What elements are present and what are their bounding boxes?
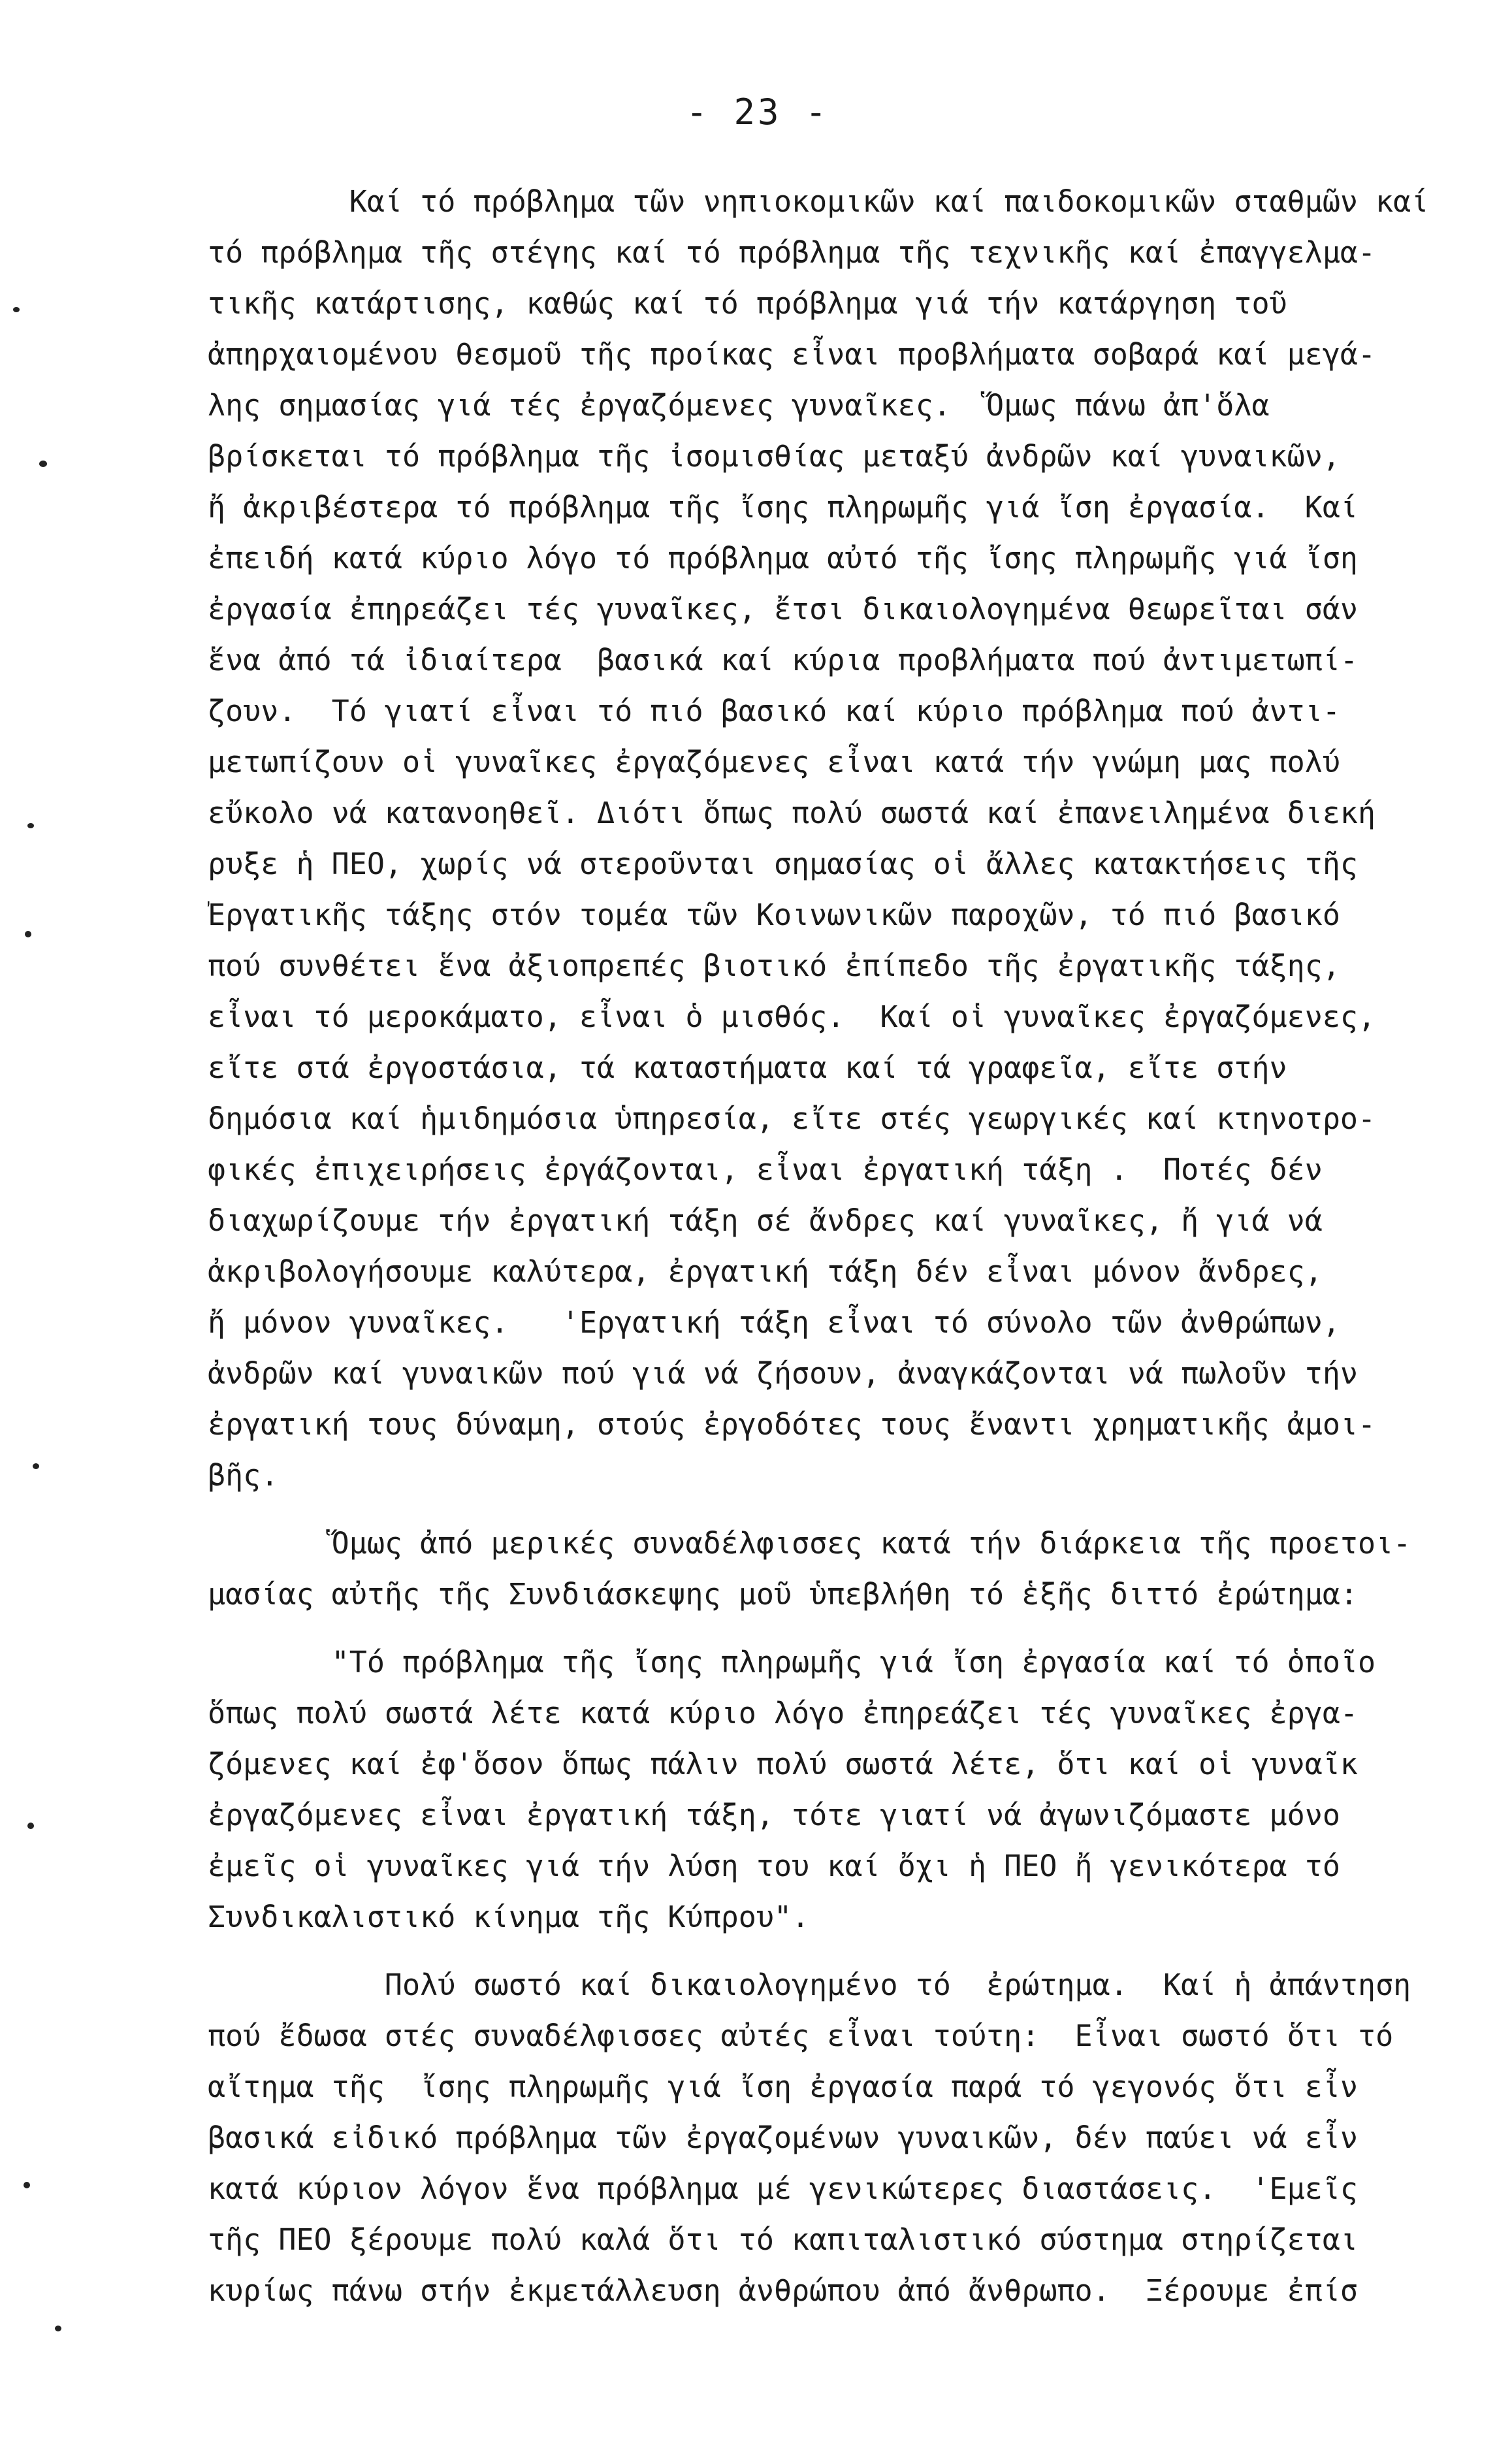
paragraph-3	[208, 1637, 1501, 1943]
text-line: ἐπειδή κατά κύριο λόγο τό πρόβλημα αὐτό τῆς ἴσης πληρωμῆς γιά ἴση	[208, 541, 1358, 576]
margin-speck	[27, 823, 34, 828]
text-line: ρυξε ἡ ΠΕΟ, χωρίς νά στεροῦνται σημασίας οἱ ἄλλες κατακτήσεις τῆς	[208, 847, 1358, 881]
text-line: ἤ ἀκριβέστερα τό πρόβλημα τῆς ἴσης πληρωμῆς γιά ἴση ἐργασία. Καί	[208, 490, 1358, 525]
text-line: βῆς.	[208, 1458, 279, 1493]
text-line: τῆς ΠΕΟ ξέρουμε πολύ καλά ὅτι τό καπιταλιστικό σύστημα στηρίζεται	[208, 2222, 1358, 2257]
margin-speck	[13, 307, 20, 312]
paragraph-2	[208, 1518, 1501, 1620]
text-line: ἐμεῖς οἱ γυναῖκες γιά τήν λύση του καί ὄχι ἡ ΠΕΟ ἤ γενικότερα τό	[208, 1849, 1340, 1883]
text-line: ἐργασία ἐπηρεάζει τές γυναῖκες, ἔτσι δικαιολογημένα θεωρεῖται σάν	[208, 592, 1358, 626]
text-line: ἕνα ἀπό τά ἰδιαίτερα βασικά καί κύρια προβλήματα πού ἀντιμετωπί-	[208, 643, 1358, 677]
text-line: αἴτημα τῆς ἴσης πληρωμῆς γιά ἴση ἐργασία παρά τό γεγονός ὅτι εἶν	[208, 2069, 1358, 2104]
text-line: Ὅμως ἀπό μερικές συναδέλφισσες κατά τήν διάρκεια τῆς προετοι-	[208, 1526, 1411, 1561]
text-line: πού συνθέτει ἕνα ἀξιοπρεπές βιοτικό ἐπίπεδο τῆς ἐργατικῆς τάξης,	[208, 949, 1340, 983]
margin-speck	[25, 931, 31, 937]
text-line: Πολύ σωστό καί δικαιολογημένο τό ἐρώτημα. Καί ἡ ἀπάντηση	[208, 1968, 1411, 2002]
text-line: βρίσκεται τό πρόβλημα τῆς ἰσομισθίας μεταξύ ἀνδρῶν καί γυναικῶν,	[208, 439, 1340, 474]
text-line: ὅπως πολύ σωστά λέτε κατά κύριο λόγο ἐπηρεάζει τές γυναῖκες ἐργα-	[208, 1696, 1358, 1730]
text-line: εἴτε στά ἐργοστάσια, τά καταστήματα καί τά γραφεῖα, εἴτε στήν	[208, 1050, 1287, 1085]
paragraph-4	[208, 1960, 1501, 2316]
text-line: μετωπίζουν οἱ γυναῖκες ἐργαζόμενες εἶναι κατά τήν γνώμη μας πολύ	[208, 745, 1340, 779]
body-text	[208, 176, 1501, 2316]
margin-speck	[39, 461, 47, 467]
text-line: βασικά εἰδικό πρόβλημα τῶν ἐργαζομένων γυναικῶν, δέν παύει νά εἶν	[208, 2120, 1358, 2155]
text-line: Καί τό πρόβλημα τῶν νηπιοκομικῶν καί παιδοκομικῶν σταθμῶν καί	[208, 184, 1429, 219]
text-line: ἐργατική τους δύναμη, στούς ἐργοδότες τους ἔναντι χρηματικῆς ἀμοι-	[208, 1407, 1376, 1442]
text-line: ἐργαζόμενες εἶναι ἐργατική τάξη, τότε γιατί νά ἀγωνιζόμαστε μόνο	[208, 1798, 1340, 1832]
text-line: ἀπηρχαιομένου θεσμοῦ τῆς προίκας εἶναι προβλήματα σοβαρά καί μεγά-	[208, 337, 1376, 372]
margin-speck	[24, 2182, 30, 2188]
text-line: πού ἔδωσα στές συναδέλφισσες αὐτές εἶναι τούτη: Εἶναι σωστό ὅτι τό	[208, 2019, 1394, 2053]
text-line: "Τό πρόβλημα τῆς ἴσης πληρωμῆς γιά ἴση ἐργασία καί τό ὁποῖο	[208, 1645, 1376, 1679]
margin-speck	[27, 1823, 34, 1829]
text-line: τό πρόβλημα τῆς στέγης καί τό πρόβλημα τῆς τεχνικῆς καί ἐπαγγελμα-	[208, 235, 1376, 270]
text-line: εἶναι τό μεροκάματο, εἶναι ὁ μισθός. Καί οἱ γυναῖκες ἐργαζόμενες,	[208, 999, 1376, 1034]
text-line: φικές ἐπιχειρήσεις ἐργάζονται, εἶναι ἐργατική τάξη . Ποτές δέν	[208, 1152, 1323, 1187]
page-number: - 23 -	[686, 91, 829, 133]
text-line: ἀκριβολογήσουμε καλύτερα, ἐργατική τάξη δέν εἶναι μόνον ἄνδρες,	[208, 1254, 1323, 1289]
text-line: ζόμενες καί ἐφ'ὅσον ὅπως πάλιν πολύ σωστά λέτε, ὅτι καί οἱ γυναῖκ	[208, 1747, 1358, 1781]
text-line: ἤ μόνον γυναῖκες. 'Εργατική τάξη εἶναι τό σύνολο τῶν ἀνθρώπων,	[208, 1305, 1340, 1340]
text-line: ἀνδρῶν καί γυναικῶν πού γιά νά ζήσουν, ἀναγκάζονται νά πωλοῦν τήν	[208, 1356, 1358, 1391]
text-line: Συνδικαλιστικό κίνημα τῆς Κύπρου".	[208, 1900, 810, 1934]
text-line: τικῆς κατάρτισης, καθώς καί τό πρόβλημα γιά τήν κατάργηση τοῦ	[208, 286, 1287, 321]
text-line: ζουν. Τό γιατί εἶναι τό πιό βασικό καί κύριο πρόβλημα πού ἀντι-	[208, 694, 1340, 728]
text-line: λης σημασίας γιά τές ἐργαζόμενες γυναῖκες. Ὅμως πάνω ἀπ'ὅλα	[208, 388, 1270, 423]
text-line: διαχωρίζουμε τήν ἐργατική τάξη σέ ἄνδρες καί γυναῖκες, ἤ γιά νά	[208, 1203, 1323, 1238]
text-line: δημόσια καί ἡμιδημόσια ὑπηρεσία, εἴτε στές γεωργικές καί κτηνοτρο-	[208, 1101, 1376, 1136]
text-line: κυρίως πάνω στήν ἐκμετάλλευση ἀνθρώπου ἀπό ἄνθρωπο. Ξέρουμε ἐπίσ	[208, 2273, 1358, 2308]
text-line: μασίας αὐτῆς τῆς Συνδιάσκεψης μοῦ ὑπεβλήθη τό ἑξῆς διττό ἐρώτημα:	[208, 1577, 1358, 1612]
text-line: κατά κύριον λόγον ἕνα πρόβλημα μέ γενικώτερες διαστάσεις. 'Εμεῖς	[208, 2171, 1358, 2206]
text-line: Ἐργατικῆς τάξης στόν τομέα τῶν Κοινωνικῶν παροχῶν, τό πιό βασικό	[208, 898, 1340, 932]
text-line: εὔκολο νά κατανοηθεῖ. Διότι ὅπως πολύ σωστά καί ἐπανειλημένα διεκή	[208, 796, 1376, 830]
margin-speck	[55, 2326, 61, 2331]
paragraph-1	[208, 176, 1501, 1501]
margin-speck	[33, 1463, 39, 1469]
